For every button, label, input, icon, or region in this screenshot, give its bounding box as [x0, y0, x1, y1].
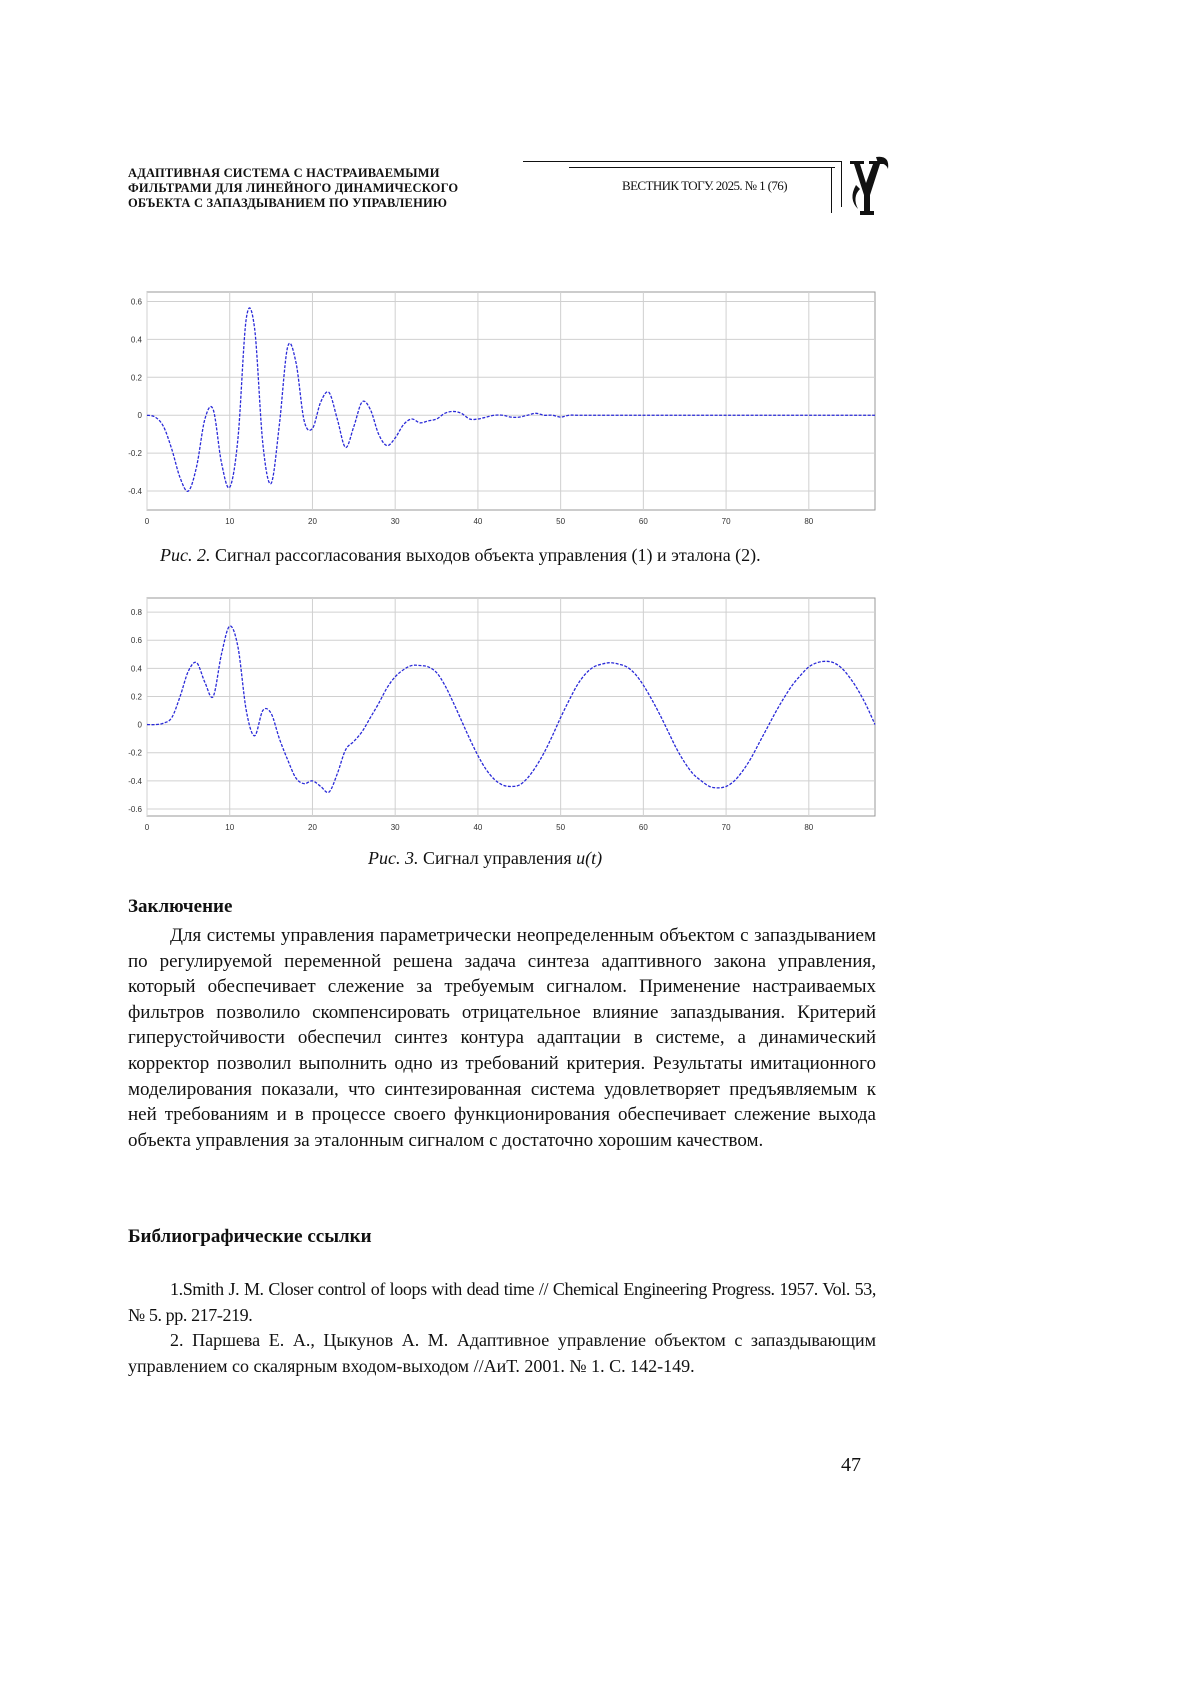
running-title-line-2: ФИЛЬТРАМИ ДЛЯ ЛИНЕЙНОГО ДИНАМИЧЕСКОГО [128, 181, 459, 195]
running-title-line-1: АДАПТИВНАЯ СИСТЕМА С НАСТРАИВАЕМЫМИ [128, 166, 440, 180]
y-tick-label: 0 [137, 411, 142, 421]
y-tick-label: 0.8 [130, 608, 142, 618]
journal-reference: ВЕСТНИК ТОГУ. 2025. № 1 (76) [622, 178, 787, 193]
x-tick-label: 30 [390, 517, 400, 526]
figure-3-caption-text: Сигнал управления [418, 848, 577, 868]
y-tick-label: 0 [137, 720, 142, 730]
figure-3-caption [368, 848, 602, 869]
y-tick-label: -0.4 [128, 487, 142, 497]
x-tick-label: 0 [144, 823, 150, 832]
figure-2-caption-text: Сигнал рассогласования выходов объекта управления (1) и эталона (2). [210, 545, 761, 565]
x-tick-label: 20 [308, 823, 317, 832]
x-tick-label: 30 [390, 823, 400, 832]
plot-area [147, 292, 875, 510]
x-tick-label: 80 [804, 517, 814, 526]
y-tick-label: -0.2 [128, 449, 142, 459]
running-title [128, 166, 528, 211]
plot-area [147, 598, 875, 816]
conclusion-paragraph: Для системы управления параметрически неопределенным объектом с запаздыванием по регулируемой переменной решена задача синтеза адаптивного закона управления, который обеспечивает слежение за требуемым сигналом. Применение настраиваемых фильтров позволило скомпенсировать отрицательное влияние запаздывания. Критерий гиперустойчивости обеспечил синтез контура адаптации в системе, а динамический корректор позволил выполнить одно из требований критерия. Результаты имитационного моделирования показали, что синтезированная система удовлетворяет предъявляемым к ней требованиям и в процессе своего функционирования обеспечивает слежение выхода объекта управления за эталонным сигналом с достаточно хорошим качеством. [128, 925, 876, 1151]
header-vertical-rule [831, 167, 832, 213]
x-tick-label: 60 [638, 823, 648, 832]
x-tick-label: 50 [556, 517, 566, 526]
y-tick-label: 0.4 [130, 335, 142, 345]
figure-2-label: Рис. 2. [160, 545, 211, 565]
y-tick-label: 0.2 [130, 692, 142, 702]
x-tick-label: 70 [721, 517, 731, 526]
references-heading: Библиографические ссылки [128, 1226, 372, 1247]
header-vertical-rule [841, 161, 842, 207]
x-tick-label: 20 [308, 517, 317, 526]
y-tick-label: -0.4 [128, 776, 142, 786]
figure-2-chart [123, 284, 883, 534]
running-title-line-3: ОБЪЕКТА С ЗАПАЗДЫВАНИЕМ ПО УПРАВЛЕНИЮ [128, 196, 448, 210]
x-tick-label: 40 [473, 823, 483, 832]
x-tick-label: 0 [144, 517, 150, 526]
conclusion-heading: Заключение [128, 896, 233, 917]
figure-3-caption-math: u(t) [576, 848, 603, 868]
y-tick-label: 0.4 [130, 664, 142, 674]
y-tick-label: 0.6 [130, 297, 142, 307]
figure-2-caption [160, 545, 761, 566]
x-tick-label: 40 [473, 517, 483, 526]
reference-item-2: 2. Паршева Е. А., Цыкунов А. М. Адаптивное управление объектом с запаздывающим управлением со скалярным входом-выходом //АиТ. 2001. № 1. С. 142-149. [128, 1330, 876, 1376]
x-tick-label: 10 [225, 823, 235, 832]
x-tick-label: 60 [638, 517, 648, 526]
x-tick-label: 10 [225, 517, 235, 526]
x-tick-label: 70 [721, 823, 731, 832]
y-tick-label: -0.2 [128, 748, 142, 758]
figure-3-label: Рис. 3. [368, 848, 419, 868]
reference-item-1: 1.Smith J. M. Closer control of loops with dead time // Chemical Engineering Progress. 1957. Vol. 53, № 5. pp. 217-219. [128, 1279, 876, 1325]
header-rule [523, 161, 841, 162]
page-number: 47 [841, 1454, 861, 1476]
y-tick-label: 0.6 [130, 636, 142, 646]
x-tick-label: 50 [556, 823, 566, 832]
y-tick-label: -0.6 [128, 804, 142, 814]
togu-logo-icon [846, 155, 892, 219]
figure-3-chart [123, 590, 883, 840]
header-rule [569, 167, 835, 168]
y-tick-label: 0.2 [130, 373, 142, 383]
x-tick-label: 80 [804, 823, 814, 832]
